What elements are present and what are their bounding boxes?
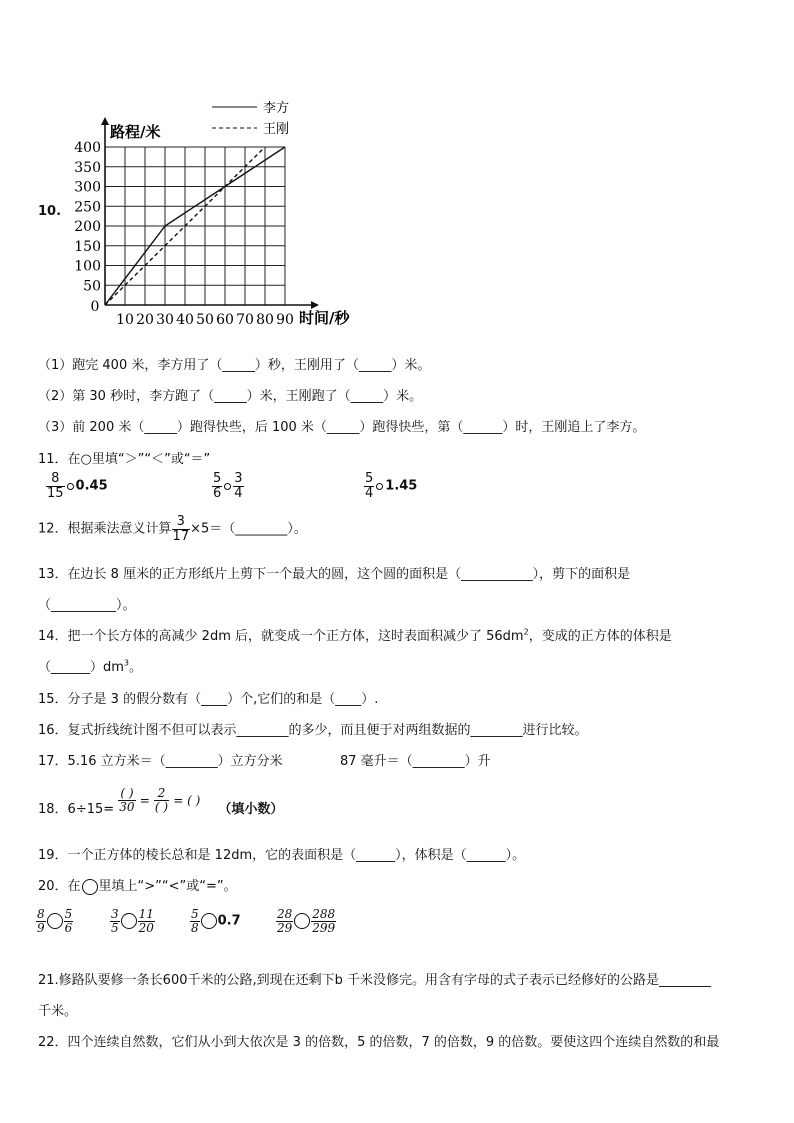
q13-line2: （__________）。 (38, 598, 136, 613)
fraction: $\frac{5}{6}$ (213, 471, 222, 501)
y-axis-arrow (101, 117, 109, 125)
fraction: $\frac{288}{299}$ (312, 907, 336, 935)
q10-sub2: （2）第 30 秒时，李方跑了（_____）米，王刚跑了（_____）米。 (38, 389, 423, 404)
fraction: $\frac{5}{8}$ (191, 907, 199, 935)
q19: 19．一个正方体的棱长总和是 12dm，它的表面积是（______），体积是（______）。 (38, 848, 526, 863)
q21-line1: 21.修路队要修一条长600千米的公路,到现在还剩下b 千米没修完。用含有字母的式子表示已经修好的公路是________ (38, 973, 712, 988)
compare-circle (376, 483, 383, 490)
q10-sub1: （1）跑完 400 米，李方用了（_____）秒，王刚用了（_____）米。 (38, 358, 431, 373)
x-tick-label: 80 (256, 312, 274, 328)
compare-circle (82, 879, 98, 895)
q11-item-b (212, 472, 244, 500)
fraction: $\frac{5}{4}$ (365, 471, 374, 501)
q18: 18．6÷15= $\frac{( )}{30}$ = $\frac{2}{( )}$ = ( ) （填小数） (38, 786, 284, 817)
chart-axes (101, 117, 319, 309)
fraction: $\frac{8}{15}$ (47, 471, 64, 501)
question-number: 10. (38, 204, 62, 219)
q12: 12．根据乘法意义计算 $\frac{3}{17}$ ×5＝（________）。 (38, 514, 307, 544)
q20-pair-1 (36, 908, 73, 934)
q16: 16．复式折线统计图不但可以表示________的多少，而且便于对两组数据的________进行比较。 (38, 723, 588, 738)
q11-item-a: $\frac{8}{15}$ 0.45 (47, 471, 108, 501)
q13-line1: 13．在边长 8 厘米的正方形纸片上剪下一个最大的圆，这个圆的面积是（___________），剪下的面积是 (38, 567, 631, 582)
q10-sub3: （3）前 200 米（_____）跑得快些，后 100 米（_____）跑得快些，第（______）时，王刚追上了李方。 (38, 420, 646, 435)
q20-pair-4 (276, 908, 336, 934)
compare-circle (294, 913, 310, 929)
fraction: $\frac{8}{9}$ (37, 907, 45, 935)
fraction: $\frac{28}{29}$ (277, 907, 293, 935)
q11-stem: 11．在○里填“＞”“＜”或“＝” (38, 452, 211, 467)
x-tick-label: 90 (276, 312, 294, 328)
q17-part-b: 87 毫升＝（________）升 (340, 754, 491, 769)
x-tick-labels (91, 299, 294, 328)
x-axis-arrow (311, 301, 319, 309)
compare-circle (224, 483, 231, 490)
q14-line1: 14．把一个长方体的高减少 2dm 后，就变成一个正方体，这时表面积减少了 $56dm^2$，变成的正方体的体积是 (38, 627, 672, 644)
y-tick-label: 150 (74, 238, 101, 255)
y-tick-label: 300 (74, 179, 101, 196)
y-tick-label: 100 (74, 258, 101, 275)
x-axis-label: 时间/秒 (299, 309, 350, 327)
q21-line2: 千米。 (38, 1004, 78, 1019)
q15: 15．分子是 3 的假分数有（____）个,它们的和是（____）. (38, 692, 379, 707)
chart-grid (105, 147, 285, 305)
y-tick-label: 400 (74, 140, 101, 156)
q20-pair-2 (110, 908, 155, 934)
compare-circle (201, 913, 217, 929)
y-tick-labels (74, 140, 101, 294)
y-tick-label: 200 (74, 219, 101, 235)
x-tick-label: 70 (236, 312, 254, 328)
x-tick-label: 0 (90, 299, 100, 315)
x-tick-label: 50 (196, 312, 214, 328)
distance-time-chart (74, 95, 375, 335)
y-tick-label: 350 (74, 159, 101, 176)
y-tick-label: 50 (83, 278, 101, 295)
q22: 22．四个连续自然数，它们从小到大依次是 3 的倍数，5 的倍数，7 的倍数，9 的倍数。要使这四个连续自然数的和最 (38, 1035, 720, 1050)
q11-item-c: $\frac{5}{4}$ 1.45 (365, 471, 418, 501)
q20-stem: 20．在 里填上“>”“<”或“=”。 (38, 879, 237, 894)
fraction: $\frac{5}{6}$ (64, 907, 73, 935)
y-axis-label: 路程/米 (110, 123, 161, 141)
q17-part-a: 17．5.16 立方米＝（________）立方分米 (38, 754, 283, 769)
compare-circle (67, 483, 74, 490)
fraction: $\frac{11}{20}$ (138, 907, 154, 935)
x-tick-label: 10 (116, 312, 134, 328)
x-tick-label: 40 (176, 312, 194, 328)
fraction: $\frac{3}{4}$ (234, 471, 243, 501)
y-tick-label: 250 (74, 199, 101, 216)
fraction: $\frac{( )}{30}$ (119, 786, 135, 814)
legend-label-li: 李方 (263, 101, 290, 116)
x-tick-label: 20 (136, 312, 154, 328)
fraction: $\frac{3}{5}$ (111, 907, 119, 935)
fraction: $\frac{3}{17}$ (172, 514, 190, 544)
q14-line2: $(\_\_\_\_\_\_)dm^3$。 (38, 658, 143, 675)
legend-label-wang: 王刚 (263, 122, 290, 137)
x-tick-label: 30 (156, 312, 174, 328)
x-tick-label: 60 (216, 312, 234, 328)
compare-circle (47, 913, 63, 929)
compare-circle (121, 913, 137, 929)
q20-pair-3: $\frac{5}{8}$ 0.7 (191, 907, 241, 935)
fraction: $\frac{2}{( )}$ (154, 786, 169, 814)
